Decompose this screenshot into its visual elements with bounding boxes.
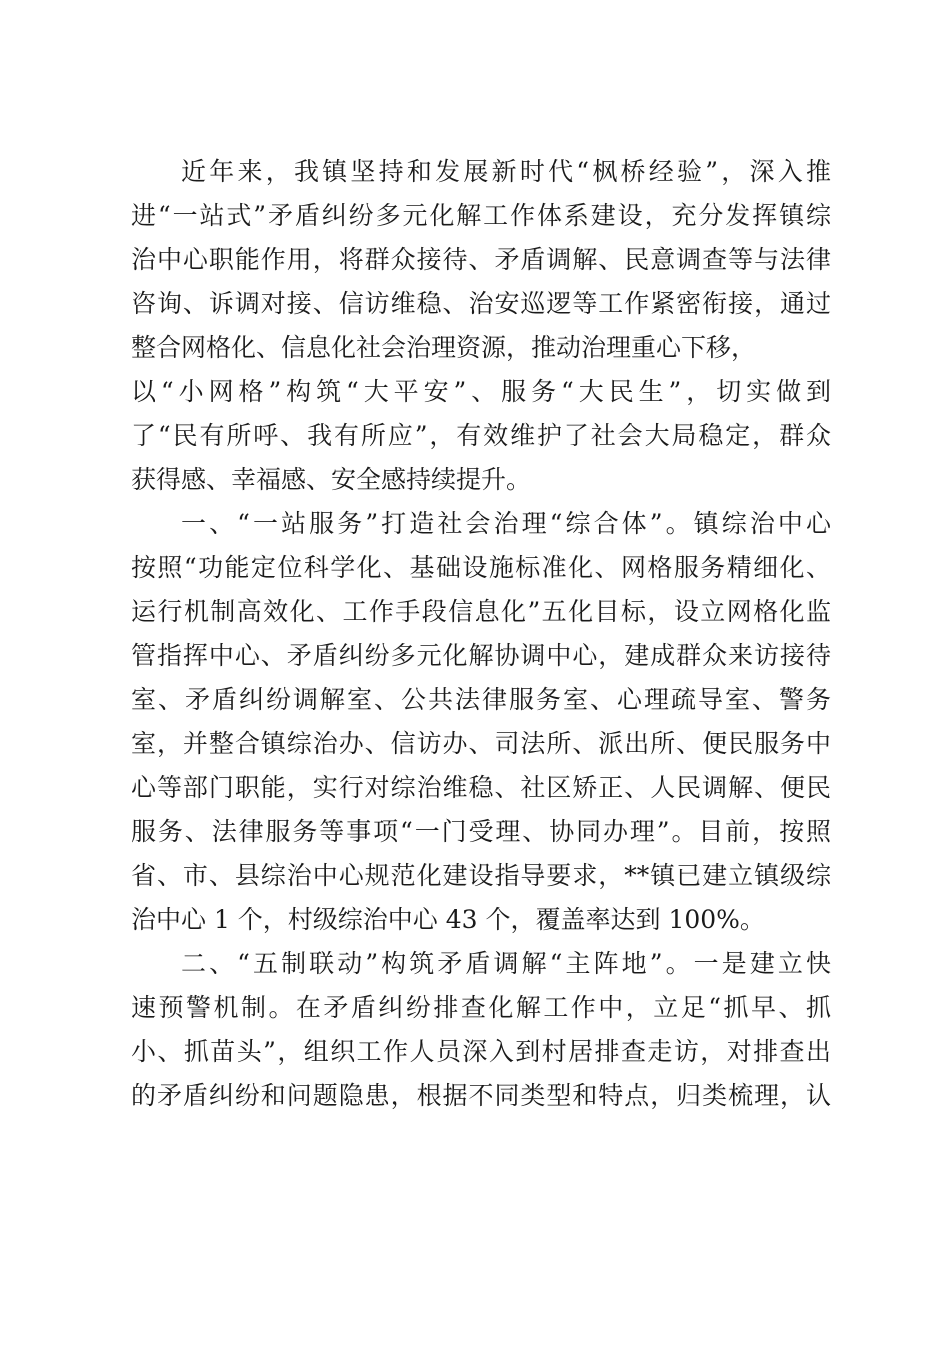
text-line: 的矛盾纠纷和问题隐患，根据不同类型和特点，归类梳理，认 [131,1081,831,1110]
text-line: 心等部门职能，实行对综治维稳、社区矫正、人民调解、便民 [131,773,831,802]
text-line: 按照“功能定位科学化、基础设施标准化、网格服务精细化、 [131,553,831,582]
text-line: 省、市、县综治中心规范化建设指导要求，**镇已建立镇级综 [131,861,831,890]
text-line: 服务、法律服务等事项“一门受理、协同办理”。目前，按照 [131,817,831,846]
text-line: 整合网格化、信息化社会治理资源，推动治理重心下移， [131,333,757,362]
text-line: 室，并整合镇综治办、信访办、司法所、派出所、便民服务中 [131,729,831,758]
text-line: 速预警机制。在矛盾纠纷排查化解工作中，立足“抓早、抓 [131,993,831,1022]
text-line: 获得感、幸福感、安全感持续提升。 [131,465,532,494]
text-line: 治中心 1 个，村级综治中心 43 个，覆盖率达到 100%。 [131,905,765,934]
text-line: 进“一站式”矛盾纠纷多元化解工作体系建设，充分发挥镇综 [131,201,831,230]
text-line: 运行机制高效化、工作手段信息化”五化目标，设立网格化监 [131,597,831,626]
text-line: 室、矛盾纠纷调解室、公共法律服务室、心理疏导室、警务 [131,685,831,714]
section-one-heading-line: 一、“一站服务”打造社会治理“综合体”。镇综治中心 [181,509,831,538]
document-body [131,150,831,1118]
text-line: 小、抓苗头”，组织工作人员深入到村居排查走访，对排查出 [131,1037,831,1066]
text-line: 治中心职能作用，将群众接待、矛盾调解、民意调查等与法律 [131,245,831,274]
text-line: 咨询、诉调对接、信访维稳、治安巡逻等工作紧密衔接，通过 [131,289,831,318]
section-two-heading-line: 二、“五制联动”构筑矛盾调解“主阵地”。一是建立快 [181,949,831,978]
text-line: 以“小网格”构筑“大平安”、服务“大民生”，切实做到 [131,377,831,406]
text-line: 了“民有所呼、我有所应”，有效维护了社会大局稳定，群众 [131,421,831,450]
text-line: 管指挥中心、矛盾纠纷多元化解协调中心，建成群众来访接待 [131,641,831,670]
text-line: 近年来，我镇坚持和发展新时代“枫桥经验”，深入推 [181,157,831,186]
